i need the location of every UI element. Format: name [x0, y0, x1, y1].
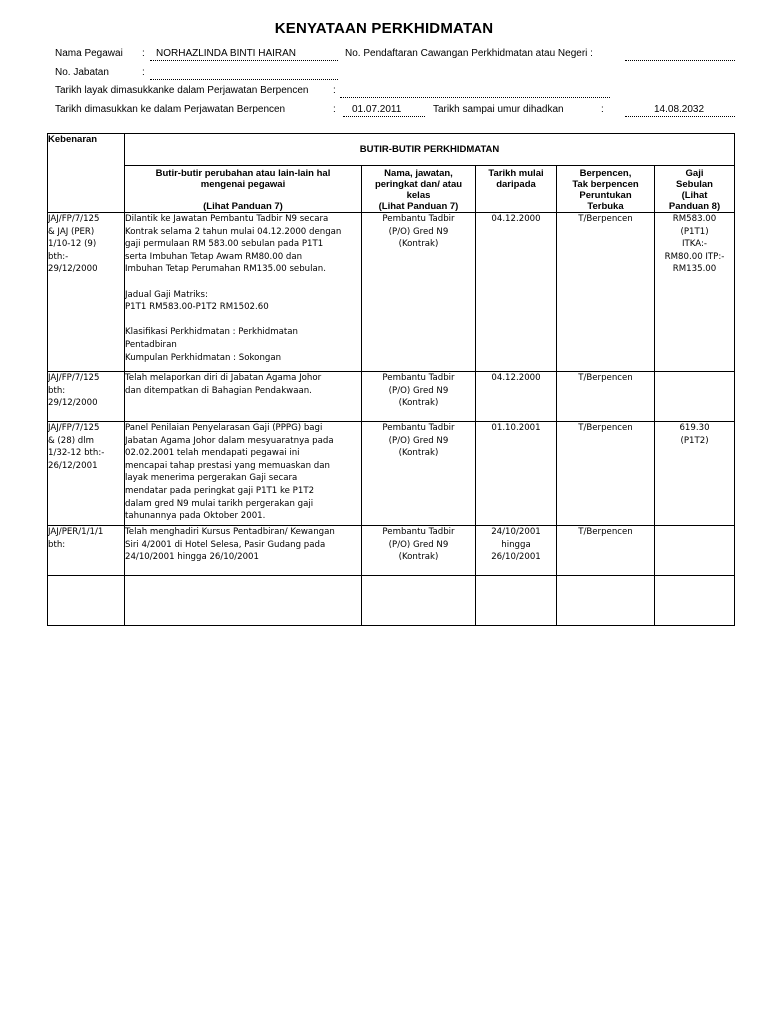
cell-line: & JAJ (PER) — [48, 226, 95, 237]
cell-line: Pembantu Tadbir — [382, 373, 455, 383]
cell-line: (P1T1) — [680, 226, 709, 237]
service-record-table — [47, 133, 735, 626]
cell-line: JAJ/FP/7/125 — [48, 214, 100, 224]
empty-cell — [557, 576, 655, 626]
col-header-gaji — [655, 166, 735, 213]
cell-line: Telah melaporkan diri di Jabatan Agama Johor — [125, 373, 322, 383]
cell-line: (Kontrak) — [398, 552, 439, 563]
cell-line: hingga — [501, 539, 531, 550]
col-header-nama — [362, 166, 476, 213]
cell-line: T/Berpencen — [578, 527, 633, 537]
cell-line: 29/12/2000 — [48, 264, 98, 275]
cell-line: JAJ/FP/7/125 — [48, 373, 100, 383]
cell-line: 02.02.2001 telah mendapati pegawai ini — [125, 448, 300, 459]
cell-line: Berpencen, — [579, 168, 632, 179]
table-row — [48, 372, 735, 422]
tarikh-layak-label: Tarikh layak dimasukkanke dalam Perjawatan Berpencen — [55, 85, 309, 96]
cell-line: dalam gred N9 mulai tarikh pergerakan gaji — [125, 498, 314, 509]
no-jabatan-dotline — [150, 79, 338, 80]
tarikh-dimasukkan-dotline — [343, 116, 425, 117]
empty-cell — [655, 576, 735, 626]
cell-line: Pentadbiran — [125, 339, 177, 350]
cell-line: 29/12/2000 — [48, 398, 98, 409]
empty-cell — [362, 576, 476, 626]
tarikh-umur-dotline — [625, 116, 735, 117]
tarikh-mulai-cell — [476, 422, 557, 526]
cell-line: (P/O) Gred N9 — [388, 435, 449, 446]
table-row — [48, 213, 735, 372]
kebenaran-header: Kebenaran — [48, 134, 125, 213]
table-row — [48, 526, 735, 576]
cell-line: Pembantu Tadbir — [382, 214, 455, 224]
col-header-tarikh — [476, 166, 557, 213]
butir-cell — [125, 422, 362, 526]
cell-line: Siri 4/2001 di Hotel Selesa, Pasir Gudang pada — [125, 539, 326, 550]
col-header-butir — [125, 166, 362, 213]
cell-line — [125, 276, 361, 289]
cell-line: Jadual Gaji Matriks: — [125, 289, 208, 300]
butir-cell — [125, 372, 362, 422]
cell-line: Nama, jawatan, — [384, 168, 453, 179]
nama-jawatan-cell — [362, 213, 476, 372]
tarikh-dimasukkan-colon: : — [333, 104, 336, 115]
kebenaran-cell — [48, 526, 125, 576]
cell-line: Terbuka — [587, 201, 624, 212]
cell-line: mendatar pada peringkat gaji P1T1 ke P1T2 — [125, 485, 315, 496]
cell-line: Tarikh mulai — [488, 168, 544, 179]
cell-line: 26/12/2001 — [48, 460, 98, 471]
cell-line: Tak berpencen — [572, 179, 639, 190]
cell-line: (Kontrak) — [398, 448, 439, 459]
tarikh-layak-colon: : — [333, 85, 336, 96]
nama-jawatan-cell — [362, 422, 476, 526]
nama-pegawai-label: Nama Pegawai — [55, 48, 123, 59]
empty-cell — [125, 576, 362, 626]
table-row — [48, 422, 735, 526]
tarikh-dimasukkan-label: Tarikh dimasukkan ke dalam Perjawatan Berpencen — [55, 104, 286, 115]
cell-line: Kontrak selama 2 tahun mulai 04.12.2000 dengan — [125, 226, 342, 237]
cell-line: (Lihat Panduan 7) — [378, 201, 459, 212]
tarikh-dimasukkan-value: 01.07.2011 — [352, 104, 402, 115]
cell-line: 619.30 — [679, 423, 710, 433]
cell-line: T/Berpencen — [578, 423, 633, 433]
cell-line: (P/O) Gred N9 — [388, 539, 449, 550]
no-pendaftaran-dotline — [625, 60, 735, 61]
cell-line: Butir-butir perubahan atau lain-lain hal — [155, 168, 331, 179]
cell-line: Pembantu Tadbir — [382, 423, 455, 433]
cell-line: & (28) dlm — [48, 435, 95, 446]
nama-pegawai-dotline — [150, 60, 338, 61]
cell-line: Sebulan — [676, 179, 713, 190]
cell-line: Jabatan Agama Johor dalam mesyuaratnya pada — [125, 435, 334, 446]
kebenaran-cell — [48, 213, 125, 372]
cell-line: ITKA:- — [682, 239, 708, 250]
cell-line: 01.10.2001 — [491, 423, 541, 433]
berpencen-cell — [557, 213, 655, 372]
cell-line: (Kontrak) — [398, 398, 439, 409]
cell-line: 1/32-12 bth:- — [48, 448, 105, 459]
cell-line: JAJ/FP/7/125 — [48, 423, 100, 433]
butir-cell — [125, 526, 362, 576]
col-header-berpencen — [557, 166, 655, 213]
cell-line: RM80.00 ITP:- — [664, 251, 725, 262]
cell-line: RM135.00 — [672, 264, 717, 275]
cell-line: daripada — [496, 179, 536, 190]
cell-line: serta Imbuhan Tetap Awam RM80.00 dan — [125, 251, 303, 262]
tarikh-layak-dotline — [340, 97, 610, 98]
gaji-cell — [655, 213, 735, 372]
cell-line: kelas — [406, 190, 431, 201]
nama-jawatan-cell — [362, 526, 476, 576]
tarikh-mulai-cell — [476, 526, 557, 576]
tarikh-umur-value: 14.08.2032 — [654, 104, 705, 115]
cell-line: 04.12.2000 — [491, 214, 541, 224]
tarikh-umur-colon: : — [601, 104, 604, 115]
cell-line: Pembantu Tadbir — [382, 527, 455, 537]
cell-line: (P1T2) — [680, 435, 709, 446]
cell-line: dan ditempatkan di Bahagian Pendakwaan. — [125, 385, 312, 396]
cell-line: 1/10-12 (9) — [48, 239, 97, 250]
cell-line: Panduan 8) — [668, 201, 721, 212]
butir-cell — [125, 213, 362, 372]
cell-line: peringkat dan/ atau — [374, 179, 463, 190]
berpencen-cell — [557, 422, 655, 526]
cell-line: (P/O) Gred N9 — [388, 226, 449, 237]
no-jabatan-colon: : — [142, 67, 145, 78]
document-title: KENYATAAN PERKHIDMATAN — [274, 20, 494, 37]
tarikh-umur-label: Tarikh sampai umur dihadkan — [433, 104, 564, 115]
cell-line: Panel Penilaian Penyelarasan Gaji (PPPG) bagi — [125, 423, 323, 433]
kebenaran-cell — [48, 372, 125, 422]
gaji-cell — [655, 372, 735, 422]
butir-perkhidmatan-header: BUTIR-BUTIR PERKHIDMATAN — [125, 134, 735, 166]
cell-line: bth:- — [48, 251, 69, 262]
cell-line: bth: — [48, 539, 66, 550]
nama-pegawai-colon: : — [142, 48, 145, 59]
cell-line: (Lihat Panduan 7) — [203, 201, 283, 212]
cell-line: gaji permulaan RM 583.00 sebulan pada P1T1 — [125, 239, 324, 250]
cell-line: Gaji — [685, 168, 704, 179]
cell-line: 26/10/2001 — [491, 552, 541, 563]
gaji-cell — [655, 422, 735, 526]
nama-jawatan-cell — [362, 372, 476, 422]
cell-line: Peruntukan — [579, 190, 632, 201]
table-row-empty — [48, 576, 735, 626]
nama-pegawai-value: NORHAZLINDA BINTI HAIRAN — [156, 48, 297, 59]
cell-line: 24/10/2001 hingga 26/10/2001 — [125, 552, 259, 563]
cell-line — [125, 314, 361, 327]
cell-line: T/Berpencen — [578, 214, 633, 224]
cell-line — [125, 190, 361, 201]
gaji-cell — [655, 526, 735, 576]
cell-line: 04.12.2000 — [491, 373, 541, 383]
cell-line: RM583.00 — [672, 214, 717, 224]
cell-line: Dilantik ke Jawatan Pembantu Tadbir N9 secara — [125, 214, 329, 224]
cell-line: tahunannya pada Oktober 2001. — [125, 511, 266, 522]
tarikh-mulai-cell — [476, 213, 557, 372]
berpencen-cell — [557, 372, 655, 422]
cell-line: P1T1 RM583.00-P1T2 RM1502.60 — [125, 302, 269, 313]
berpencen-cell — [557, 526, 655, 576]
cell-line: T/Berpencen — [578, 373, 633, 383]
cell-line: (Lihat — [681, 190, 708, 201]
empty-cell — [476, 576, 557, 626]
cell-line: JAJ/PER/1/1/1 — [48, 527, 104, 537]
cell-line: Klasifikasi Perkhidmatan : Perkhidmatan — [125, 327, 298, 338]
cell-line: Kumpulan Perkhidmatan : Sokongan — [125, 352, 282, 363]
cell-line: mencapai tahap prestasi yang memuaskan dan — [125, 460, 330, 471]
kebenaran-cell — [48, 422, 125, 526]
cell-line: Imbuhan Tetap Perumahan RM135.00 sebulan. — [125, 264, 326, 275]
no-pendaftaran-label: No. Pendaftaran Cawangan Perkhidmatan atau Negeri : — [345, 48, 593, 59]
tarikh-mulai-cell — [476, 372, 557, 422]
cell-line: Telah menghadiri Kursus Pentadbiran/ Kewangan — [125, 527, 335, 537]
cell-line: (Kontrak) — [398, 239, 439, 250]
cell-line: mengenai pegawai — [200, 179, 286, 190]
no-jabatan-label: No. Jabatan — [55, 67, 109, 78]
cell-line: layak menerima pergerakan Gaji secara — [125, 473, 298, 484]
cell-line: bth: — [48, 385, 66, 396]
cell-line: 24/10/2001 — [491, 527, 541, 537]
empty-cell — [48, 576, 125, 626]
cell-line: (P/O) Gred N9 — [388, 385, 449, 396]
